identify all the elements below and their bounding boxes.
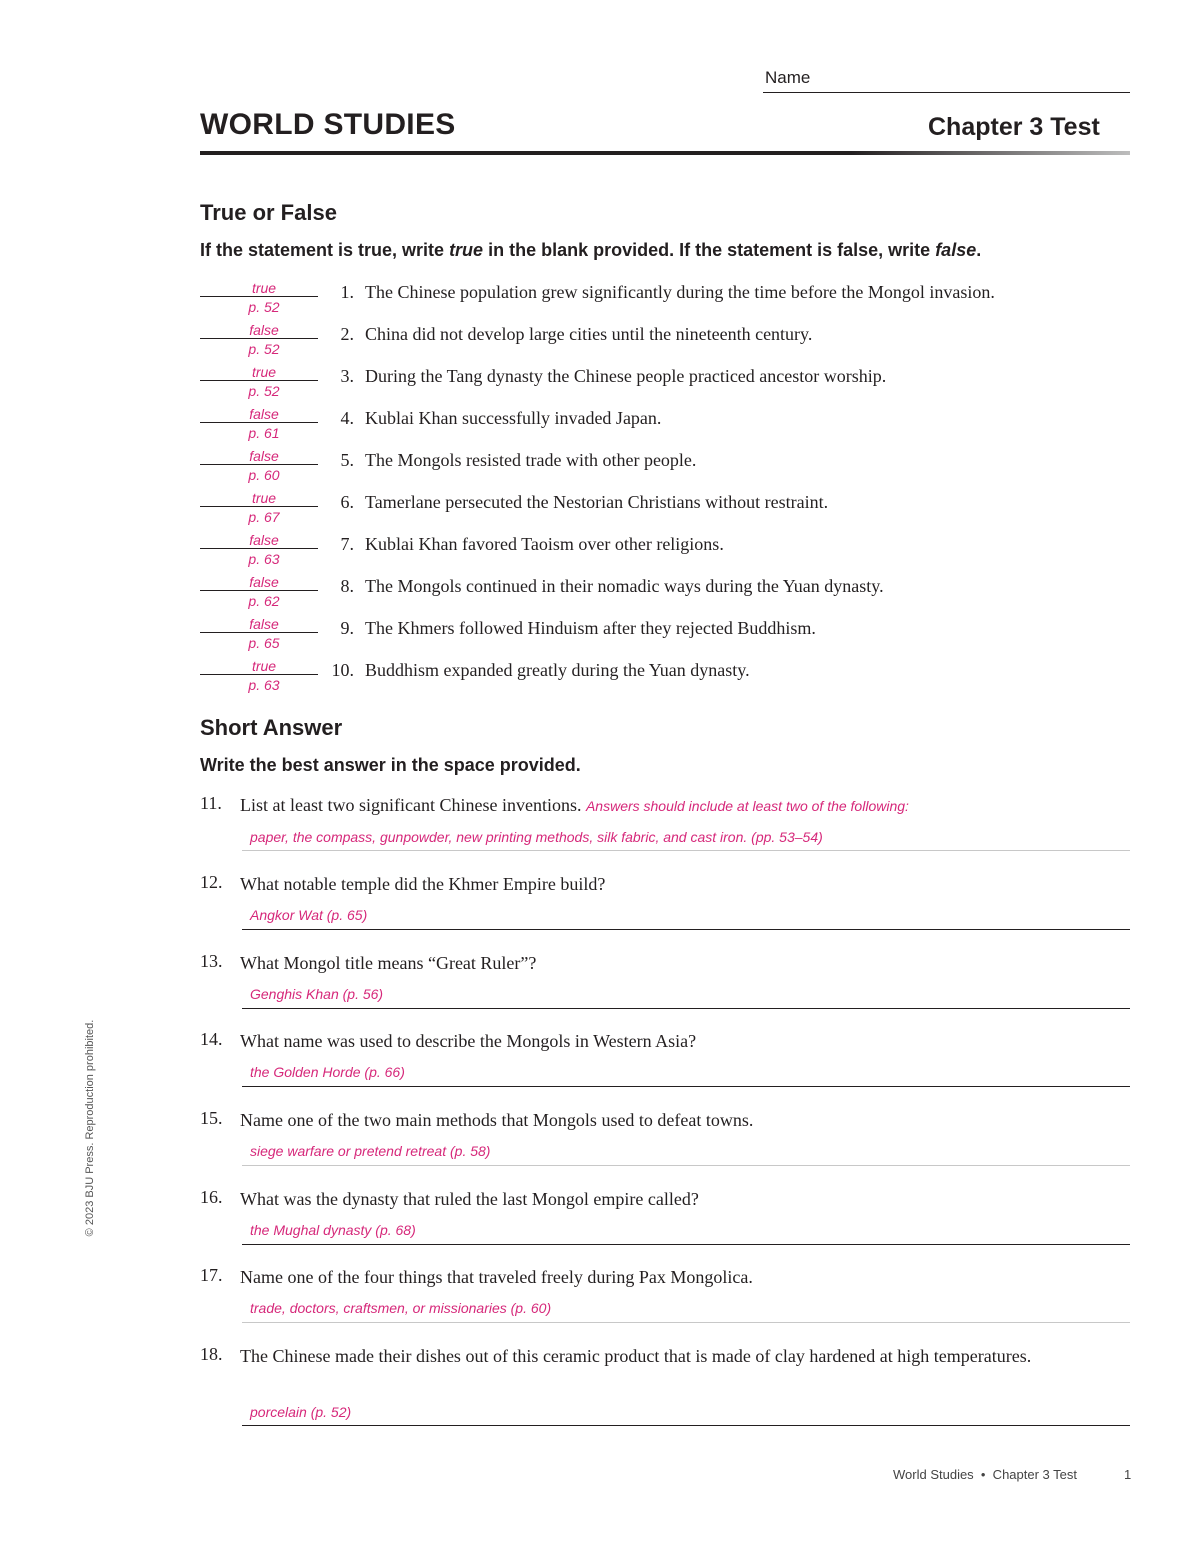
name-label: Name [765,68,811,87]
sa-number: 14. [200,1029,223,1049]
answer-blank[interactable] [200,338,318,339]
tf-item [200,616,1140,658]
short-answer-heading: Short Answer [200,715,343,740]
sa-number: 15. [200,1108,223,1128]
sa-question: What notable temple did the Khmer Empire build? [240,874,606,894]
sa-answer: siege warfare or pretend retreat (p. 58) [250,1143,491,1159]
chapter-title: Chapter 3 Test [928,113,1100,141]
tf-page-ref: p. 63 [248,677,280,693]
tf-page-ref: p. 65 [248,635,280,651]
sa-answer-intro: Answers should include at least two of the following: [585,798,909,814]
tf-statement: Buddhism expanded greatly during the Yuan dynasty. [365,660,750,680]
tf-item [200,490,1140,532]
answer-blank[interactable] [200,548,318,549]
tf-statement: The Mongols continued in their nomadic ways during the Yuan dynasty. [365,576,884,596]
footer-title: World Studies • Chapter 3 Test [893,1467,1077,1482]
sa-answer: the Golden Horde (p. 66) [250,1064,405,1080]
tf-answer: true [251,490,277,506]
tf-answer: true [251,658,277,674]
tf-answer: false [249,406,279,422]
true-false-instructions: If the statement is true, write true in the blank provided. If the statement is false, write false. [200,240,982,260]
tf-answer: false [249,574,279,590]
tf-page-ref: p. 52 [248,341,280,357]
answer-blank[interactable] [200,380,318,381]
sa-question: What name was used to describe the Mongols in Western Asia? [240,1031,697,1051]
tf-statement: During the Tang dynasty the Chinese people practiced ancestor worship. [365,366,887,386]
answer-blank[interactable] [200,674,318,675]
tf-answer: true [251,364,277,380]
answer-blank[interactable] [200,422,318,423]
tf-number: 2. [340,324,354,344]
answer-line[interactable] [242,850,1130,851]
page-number: 1 [1124,1467,1132,1482]
name-field[interactable] [763,92,1130,93]
answer-line[interactable] [242,1165,1130,1166]
sa-question: Name one of the four things that traveled freely during Pax Mongolica. [240,1267,753,1287]
tf-answer: false [249,532,279,548]
sa-answer: porcelain (p. 52) [250,1404,352,1420]
tf-statement: Kublai Khan favored Taoism over other religions. [365,534,724,554]
tf-statement: Tamerlane persecuted the Nestorian Christians without restraint. [365,492,829,512]
sa-answer: paper, the compass, gunpowder, new printing methods, silk fabric, and cast iron. (pp. 53–54) [250,829,823,845]
tf-item [200,322,1140,364]
answer-blank[interactable] [200,590,318,591]
answer-line[interactable] [242,929,1130,930]
tf-statement: The Mongols resisted trade with other people. [365,450,697,470]
tf-statement: The Chinese population grew significantly during the time before the Mongol invasion. [365,282,995,302]
answer-blank[interactable] [200,632,318,633]
sa-question: The Chinese made their dishes out of this ceramic product that is made of clay hardened at high temperatures. [240,1346,1032,1366]
tf-number: 5. [340,450,354,470]
tf-page-ref: p. 52 [248,299,280,315]
tf-statement: Kublai Khan successfully invaded Japan. [365,408,662,428]
tf-item [200,448,1140,490]
sa-number: 18. [200,1344,223,1364]
document-title: WORLD STUDIES [200,108,456,141]
tf-page-ref: p. 61 [248,425,280,441]
tf-page-ref: p. 62 [248,593,280,609]
sa-question: What Mongol title means “Great Ruler”? [240,953,537,973]
sa-question: What was the dynasty that ruled the last Mongol empire called? [240,1189,699,1209]
sa-number: 17. [200,1265,223,1285]
title-divider [200,151,1130,155]
tf-number: 1. [340,282,354,302]
tf-number: 7. [340,534,354,554]
tf-number: 3. [340,366,354,386]
tf-statement: The Khmers followed Hinduism after they rejected Buddhism. [365,618,816,638]
sa-answer: Angkor Wat (p. 65) [250,907,368,923]
tf-answer: false [249,448,279,464]
sa-answer: Genghis Khan (p. 56) [250,986,384,1002]
tf-item [200,280,1140,322]
answer-line[interactable] [242,1425,1130,1426]
tf-item [200,532,1140,574]
tf-number: 8. [340,576,354,596]
tf-page-ref: p. 67 [248,509,280,525]
tf-number: 10. [331,660,354,680]
tf-number: 4. [340,408,354,428]
answer-line[interactable] [242,1008,1130,1009]
tf-item [200,658,1140,700]
answer-line[interactable] [242,1244,1130,1245]
tf-answer: true [251,280,277,296]
tf-page-ref: p. 63 [248,551,280,567]
true-false-heading: True or False [200,200,337,225]
tf-item [200,574,1140,616]
tf-item [200,406,1140,448]
tf-page-ref: p. 60 [248,467,280,483]
answer-blank[interactable] [200,464,318,465]
answer-blank[interactable] [200,506,318,507]
sa-number: 16. [200,1187,223,1207]
answer-line[interactable] [242,1086,1130,1087]
tf-answer: false [249,322,279,338]
copyright-note: © 2023 BJU Press. Reproduction prohibited. [84,1019,96,1237]
tf-page-ref: p. 52 [248,383,280,399]
answer-line[interactable] [242,1322,1130,1323]
tf-number: 9. [340,618,354,638]
sa-number: 13. [200,951,223,971]
sa-number: 12. [200,872,223,892]
sa-question: List at least two significant Chinese inventions. Answers should include at least two of the following: [240,795,909,815]
short-answer-instructions: Write the best answer in the space provided. [200,755,581,775]
tf-item [200,364,1140,406]
tf-number: 6. [340,492,354,512]
sa-answer: the Mughal dynasty (p. 68) [250,1222,416,1238]
sa-question: Name one of the two main methods that Mongols used to defeat towns. [240,1110,754,1130]
answer-blank[interactable] [200,296,318,297]
sa-answer: trade, doctors, craftsmen, or missionaries (p. 60) [250,1300,552,1316]
sa-number: 11. [200,793,222,813]
tf-statement: China did not develop large cities until the nineteenth century. [365,324,813,344]
tf-answer: false [249,616,279,632]
